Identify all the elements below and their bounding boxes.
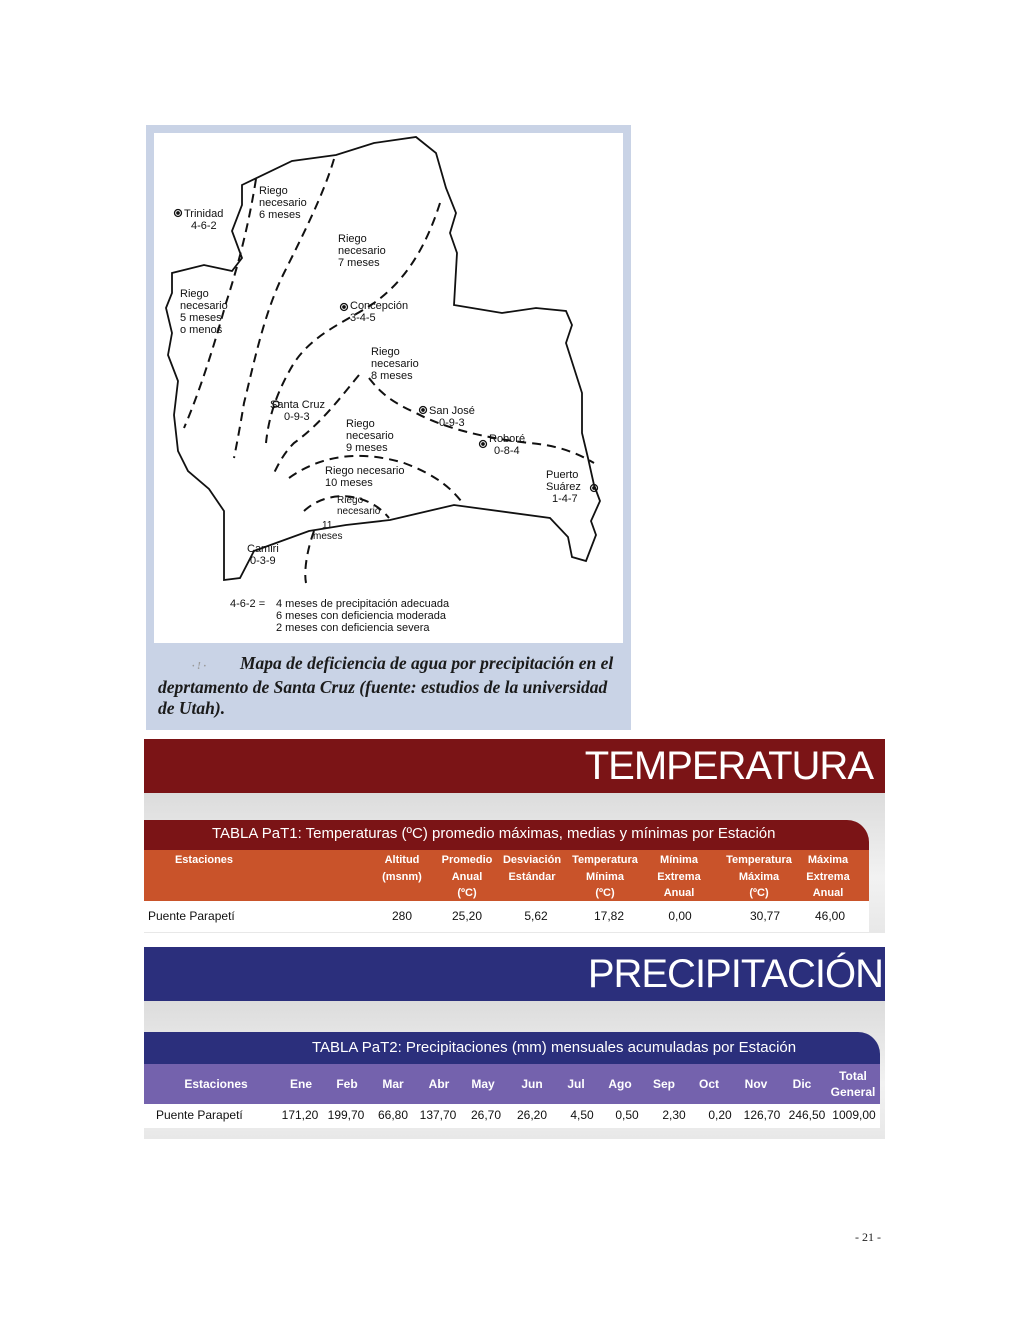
label-trinidad: Trinidad: [184, 208, 224, 220]
pat2-cell-jun: 26,20: [516, 1108, 548, 1122]
pat2-col-may: May: [471, 1077, 495, 1091]
pat2-col-total: Total General: [830, 1069, 876, 1099]
code-san-jose: 0-9-3: [439, 417, 465, 429]
code-camiri: 0-3-9: [250, 555, 276, 567]
pat1-cell-promedio: 25,20: [451, 909, 483, 923]
table-pat1-header-row: [144, 850, 869, 901]
caption-mark: · ! ·: [192, 661, 206, 672]
table-pat2-title-bar: [144, 1032, 880, 1064]
zone-11-line1: Riego: [337, 495, 364, 506]
table-pat2-title: TABLA PaT2: Precipitaciones (mm) mensuales acumuladas por Estación: [312, 1039, 797, 1056]
pat1-cell-desviacion: 5,62: [524, 909, 548, 923]
pat1-cell-temp-maxima: 30,77: [749, 909, 781, 923]
zone-5-line3: 5 meses: [180, 312, 222, 324]
pat1-cell-maxima-extrema: 46,00: [814, 909, 846, 923]
pat1-cell-minima-extrema: 0,00: [668, 909, 692, 923]
table-pat1-title-bar: [144, 820, 869, 850]
pat2-cell-oct: 0,20: [708, 1108, 732, 1122]
zone-11-line3: 11: [322, 520, 333, 531]
pat2-cell-ene: 171,20: [281, 1108, 319, 1122]
map-panel: [154, 133, 623, 643]
zone-11-line2: necesario: [337, 506, 381, 517]
pat2-col-oct: Oct: [698, 1077, 719, 1091]
zone-5-line2: necesario: [180, 300, 228, 312]
label-camiri: Camiri: [247, 543, 279, 555]
legend-line1: 4 meses de precipitación adecuada: [276, 598, 450, 610]
zone-10-line2: 10 meses: [325, 477, 373, 489]
pat2-cell-sep: 2,30: [662, 1108, 686, 1122]
precipitacion-heading: PRECIPITACIÓN: [587, 952, 883, 996]
temperatura-banner: [144, 739, 885, 793]
label-puerto-line2: Suárez: [546, 481, 581, 493]
zone-5-line1: Riego: [180, 288, 209, 300]
legend-line3: 2 meses con deficiencia severa: [276, 622, 430, 634]
zone-7-line1: Riego: [338, 233, 367, 245]
pat2-col-nov: Nov: [744, 1077, 768, 1091]
table-pat1-title: TABLA PaT1: Temperaturas (ºC) promedio máximas, medias y mínimas por Estación: [212, 825, 776, 842]
pat2-col-jul: Jul: [567, 1077, 585, 1091]
pat1-col-altitud: Altitud (msnm): [382, 854, 422, 883]
legend-key: 4-6-2 =: [230, 598, 266, 610]
pat1-col-maxima-extrema: Máxima Extrema Anual: [806, 854, 850, 899]
pat2-cell-jul: 4,50: [570, 1108, 594, 1122]
pat2-col-ene: Ene: [289, 1077, 312, 1091]
pat2-col-dic: Dic: [792, 1077, 812, 1091]
pat1-cell-altitud: 280: [391, 909, 413, 923]
santa-cruz-map: [154, 133, 623, 643]
pat2-cell-ago: 0,50: [615, 1108, 639, 1122]
code-concepcion: 3-4-5: [350, 312, 376, 324]
zone-8-line2: necesario: [371, 358, 419, 370]
label-concepcion: Concepción: [350, 300, 409, 312]
label-puerto-line1: Puerto: [546, 469, 579, 481]
pat2-cell-may: 26,70: [470, 1108, 502, 1122]
pat2-col-mar: Mar: [382, 1077, 404, 1091]
zone-6-line2: necesario: [259, 197, 307, 209]
pat2-col-sep: Sep: [652, 1077, 675, 1091]
zone-8-line1: Riego: [371, 346, 400, 358]
pat1-col-promedio: Promedio Anual (ºC): [441, 854, 493, 899]
table-row: [144, 1104, 880, 1128]
pat2-cell-abr: 137,70: [419, 1108, 457, 1122]
pat1-cell-temp-minima: 17,82: [593, 909, 625, 923]
pat1-col-temp-minima: Temperatura Mínima (ºC): [572, 854, 638, 899]
table-pat2-header-row: [144, 1064, 880, 1104]
zone-9-line2: necesario: [346, 430, 394, 442]
pat2-cell-dic: 246,50: [788, 1108, 826, 1122]
map-caption: [158, 653, 620, 719]
code-trinidad: 4-6-2: [191, 220, 217, 232]
legend-line2: 6 meses con deficiencia moderada: [276, 610, 446, 622]
zone-9-line3: 9 meses: [346, 442, 388, 454]
pat2-col-jun: Jun: [521, 1077, 543, 1091]
zone-10-line1: Riego necesario: [325, 465, 405, 477]
pat2-col-estaciones: Estaciones: [184, 1077, 248, 1091]
pat2-col-feb: Feb: [336, 1077, 358, 1091]
pat2-col-abr: Abr: [428, 1077, 450, 1091]
zone-7-line2: necesario: [338, 245, 386, 257]
zone-11-line4: meses: [313, 531, 343, 542]
code-puerto-suarez: 1-4-7: [552, 493, 578, 505]
zone-5-line4: o menos: [180, 324, 223, 336]
map-figure: [146, 125, 631, 730]
pat1-col-temp-maxima: Temperatura Máxima (ºC): [726, 854, 792, 899]
zone-9-line1: Riego: [346, 418, 375, 430]
caption-text: Mapa de deficiencia de agua por precipitación en el deprtamento de Santa Cruz (fuente: estudios de la universidad de Utah).: [158, 653, 614, 718]
precipitacion-banner: [144, 947, 885, 1001]
pat2-cell-estacion: Puente Parapetí: [156, 1108, 243, 1122]
page-number: - 21 -: [855, 1230, 881, 1244]
zone-6-line3: 6 meses: [259, 209, 301, 221]
pat2-col-ago: Ago: [608, 1077, 632, 1091]
label-robore: Roboré: [489, 433, 526, 445]
zone-7-line3: 7 meses: [338, 257, 380, 269]
code-robore: 0-8-4: [494, 445, 520, 457]
temperatura-heading: TEMPERATURA: [584, 744, 873, 788]
pat2-cell-nov: 126,70: [743, 1108, 781, 1122]
pat1-col-minima-extrema: Mínima Extrema Anual: [657, 854, 701, 899]
pat2-cell-feb: 199,70: [327, 1108, 365, 1122]
pat1-cell-estacion: Puente Parapetí: [148, 909, 235, 923]
pat2-cell-mar: 66,80: [377, 1108, 409, 1122]
pat1-col-estaciones: Estaciones: [174, 854, 234, 866]
table-row: [144, 901, 869, 932]
zone-8-line3: 8 meses: [371, 370, 413, 382]
label-santa-cruz: Santa Cruz: [270, 399, 326, 411]
pat1-col-desviacion: Desviación Estándar: [502, 854, 562, 883]
label-san-jose: San José: [429, 405, 475, 417]
code-santa-cruz: 0-9-3: [284, 411, 310, 423]
zone-6-line1: Riego: [259, 185, 288, 197]
pat2-cell-total: 1009,00: [832, 1108, 876, 1122]
